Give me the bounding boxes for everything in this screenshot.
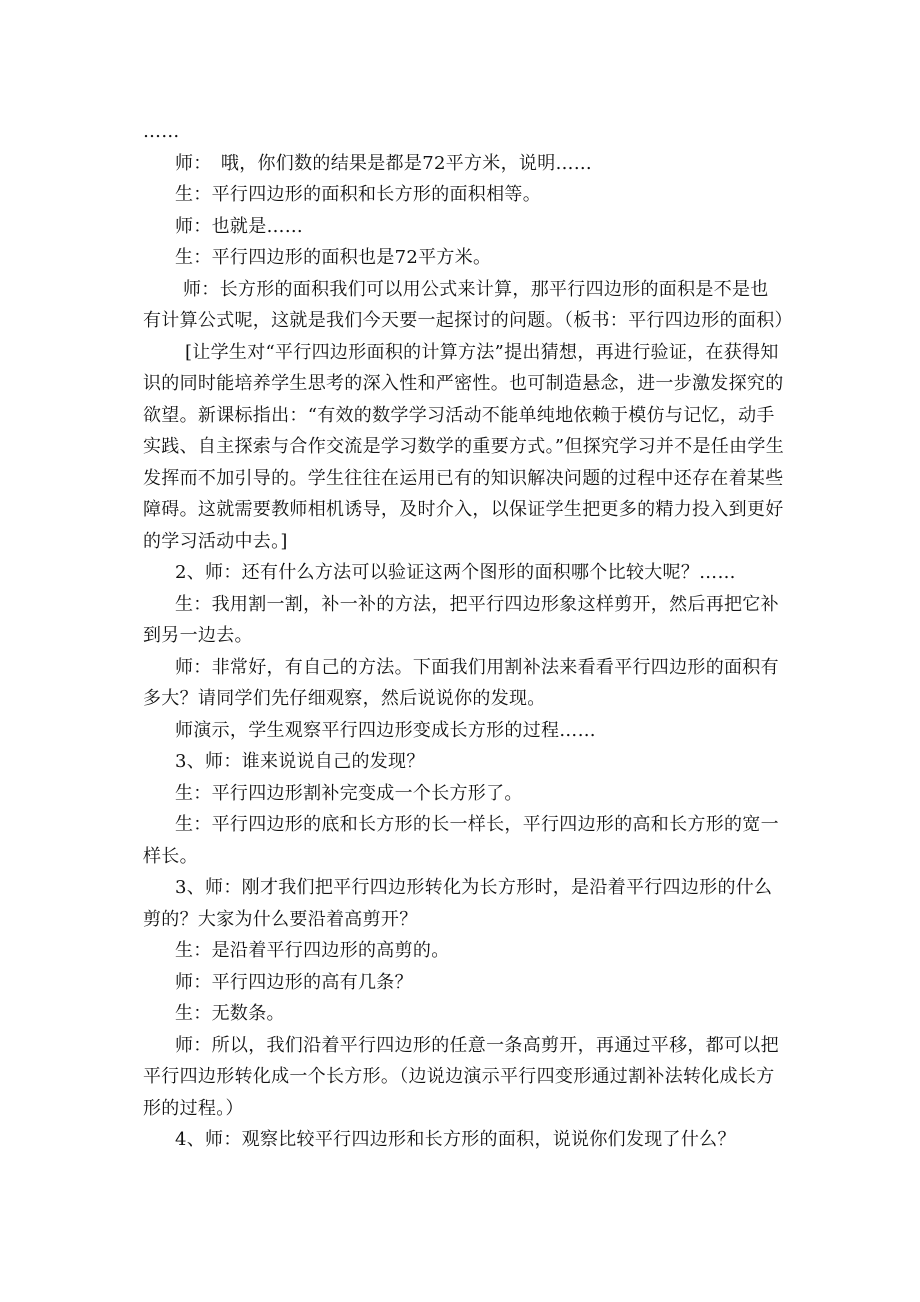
paragraph-teacher-that-is: 师：也就是…… [175, 215, 304, 237]
paragraph-step-3-cut-along: 3、师：刚才我们把平行四边形转化为长方形时，是沿着平行四边形的什么剪的？大家为什么要沿着高剪开？ [143, 877, 773, 930]
paragraph-student-72: 生：平行四边形的面积也是72平方米。 [175, 247, 492, 268]
paragraph-teaching-note: [让学生对“平行四边形面积的计算方法”提出猜想，再进行验证，在获得知识的同时能培养学生思考的深入性和严密性。也可制造悬念，进一步激发探究的欲望。新课标指出：“有效的数学学习活动不能单纯地依赖于模仿与记忆，动手实践、自主探索与合作交流是学习数学的重要方式。”但探究学习并不是任由学生发挥而不加引导的。学生往往在运用已有的知识解决问题的过程中还存在着某些障碍。这就需要教师相机诱导，及时介入，以保证学生把更多的精力投入到更好的学习活动中去。] [143, 341, 784, 552]
paragraph-step-4: 4、师：观察比较平行四边形和长方形的面积，说说你们发现了什么？ [175, 1129, 736, 1150]
paragraph-teacher-how-many-heights: 师：平行四边形的高有几条？ [175, 971, 413, 993]
paragraph-teacher-observe: 师：非常好，有自己的方法。下面我们用割补法来看看平行四边形的面积有多大？请同学们先仔细观察，然后说说你的发现。 [143, 656, 779, 709]
paragraph-student-equal: 生：平行四边形的面积和长方形的面积相等。 [175, 184, 541, 205]
paragraph-teacher-translation: 师：所以，我们沿着平行四边形的任意一条高剪开，再通过平移，都可以把平行四边形转化成一个长方形。（边说边演示平行四变形通过割补法转化成长方形的过程。） [143, 1034, 779, 1119]
document-body [143, 116, 793, 1156]
paragraph-student-rectangle: 生：平行四边形割补完变成一个长方形了。 [175, 782, 523, 804]
paragraph-student-infinite: 生：无数条。 [175, 1003, 285, 1024]
paragraph-student-along-height: 生：是沿着平行四边形的高剪的。 [175, 940, 450, 961]
paragraph-step-2: 2、师：还有什么方法可以验证这两个图形的面积哪个比较大呢？…… [175, 562, 736, 583]
paragraph-step-3-findings: 3、师：谁来说说自己的发现？ [175, 751, 425, 772]
paragraph-student-cut-fill: 生：我用割一割，补一补的方法，把平行四边形象这样剪开，然后再把它补到另一边去。 [143, 593, 779, 646]
paragraph-student-base-height: 生：平行四边形的底和长方形的长一样长，平行四边形的高和长方形的宽一样长。 [143, 814, 779, 867]
paragraph-teacher-result: 师： 哦，你们数的结果是都是72平方米，说明…… [175, 152, 593, 174]
paragraph-teacher-formula: 师：长方形的面积我们可以用公式来计算，那平行四边形的面积是不是也有计算公式呢，这就是我们今天要一起探讨的问题。（板书：平行四边形的面积） [143, 278, 793, 331]
paragraph-ellipsis: …… [143, 121, 180, 142]
paragraph-demonstration: 师演示，学生观察平行四边形变成长方形的过程…… [175, 719, 596, 741]
